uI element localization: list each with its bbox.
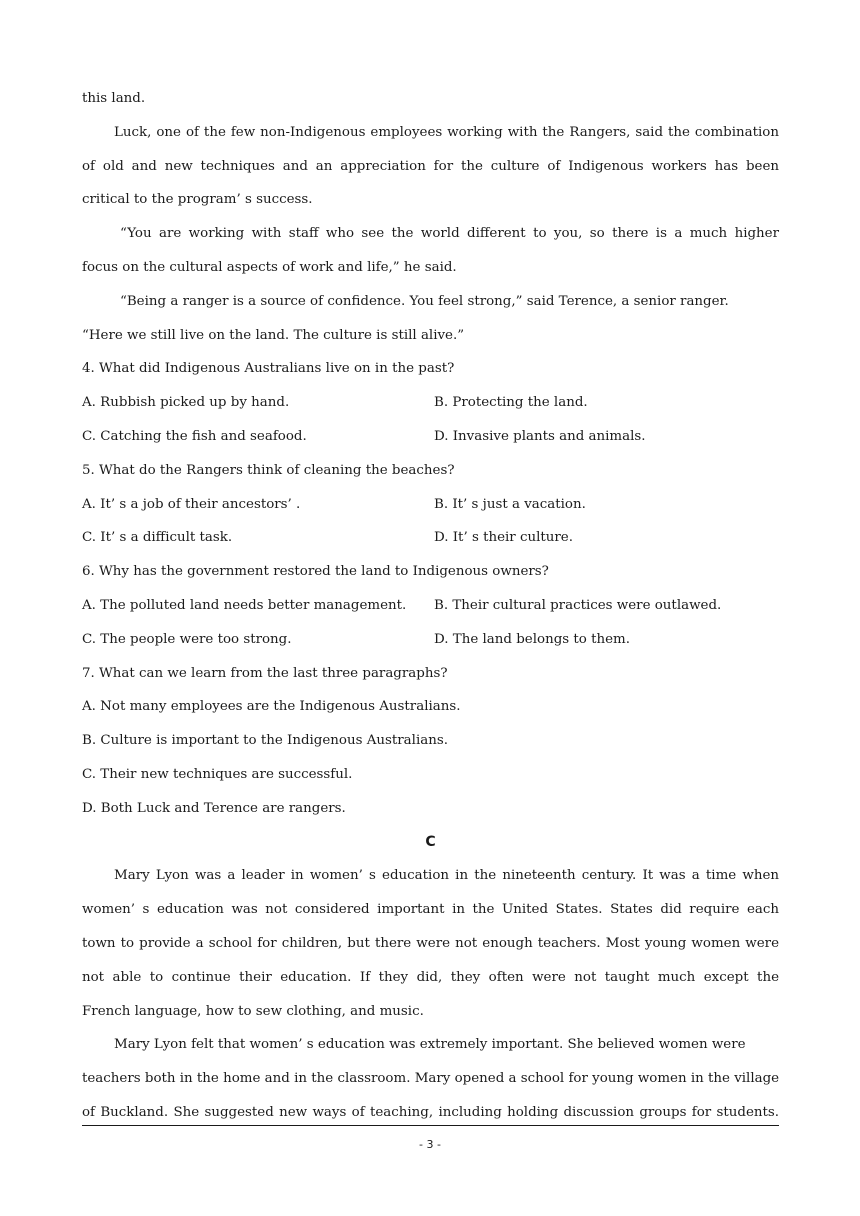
paragraph-line: focus on the cultural aspects of work and life,” he said. [82, 259, 457, 275]
paragraph-line: of Buckland. She suggested new ways of teaching, including holding discussion groups for students. [82, 1104, 779, 1120]
option-d: D. The land belongs to them. [434, 631, 630, 647]
paragraph-line: “Being a ranger is a source of confidence. You feel strong,” said Terence, a senior ranger. [120, 293, 729, 309]
option-b: B. Protecting the land. [434, 395, 588, 411]
paragraph-line: Mary Lyon felt that women’ s education was extremely important. She believed women were [114, 1037, 746, 1053]
page-content [82, 82, 779, 1130]
paragraph-line: French language, how to sew clothing, and music. [82, 1003, 424, 1019]
option-b: B. It’ s just a vacation. [434, 496, 586, 512]
option-c: C. It’ s a difficult task. [82, 530, 233, 546]
option-a: A. Not many employees are the Indigenous Australians. [82, 699, 461, 715]
option-d: D. It’ s their culture. [434, 530, 573, 546]
paragraph-line: Mary Lyon was a leader in women’ s education in the nineteenth century. It was a time when [114, 868, 779, 884]
paragraph-line: town to provide a school for children, but there were not enough teachers. Most young women were [82, 935, 779, 951]
paragraph-line: “You are working with staff who see the world different to you, so there is a much higher [120, 226, 779, 242]
option-d: D. Invasive plants and animals. [434, 428, 646, 444]
paragraph-line: “Here we still live on the land. The culture is still alive.” [82, 327, 465, 343]
option-row [82, 386, 779, 420]
footer-rule [82, 1125, 779, 1126]
option-b: B. Their cultural practices were outlawed. [434, 597, 722, 613]
option-row [82, 623, 779, 657]
option-row [82, 488, 779, 522]
question-stem: 7. What can we learn from the last three paragraphs? [82, 665, 448, 681]
option-d: D. Both Luck and Terence are rangers. [82, 800, 346, 816]
option-a: A. It’ s a job of their ancestors’ . [82, 496, 301, 512]
question-stem: 5. What do the Rangers think of cleaning the beaches? [82, 462, 455, 478]
paragraph-line: critical to the program’ s success. [82, 192, 313, 208]
option-row [82, 521, 779, 555]
option-c: C. Catching the fish and seafood. [82, 428, 307, 444]
option-row [82, 589, 779, 623]
option-c: C. The people were too strong. [82, 631, 292, 647]
question-stem: 6. Why has the government restored the land to Indigenous owners? [82, 564, 549, 580]
option-row [82, 420, 779, 454]
paragraph-line: Luck, one of the few non-Indigenous employees working with the Rangers, said the combination [114, 124, 779, 140]
option-b: B. Culture is important to the Indigenous Australians. [82, 733, 448, 749]
option-a: A. Rubbish picked up by hand. [82, 395, 290, 411]
paragraph-line: women’ s education was not considered important in the United States. States did require each [82, 902, 779, 918]
question-stem: 4. What did Indigenous Australians live on in the past? [82, 361, 455, 377]
paragraph-line: of old and new techniques and an appreciation for the culture of Indigenous workers has been [82, 158, 779, 174]
section-heading: C [425, 833, 436, 850]
option-c: C. Their new techniques are successful. [82, 766, 353, 782]
paragraph-line: teachers both in the home and in the classroom. Mary opened a school for young women in the village [82, 1071, 780, 1087]
option-a: A. The polluted land needs better management. [82, 597, 407, 613]
paragraph-line: not able to continue their education. If they did, they often were not taught much except the [82, 969, 779, 985]
page-number: - 3 - [419, 1138, 441, 1151]
text-line: this land. [82, 91, 146, 106]
